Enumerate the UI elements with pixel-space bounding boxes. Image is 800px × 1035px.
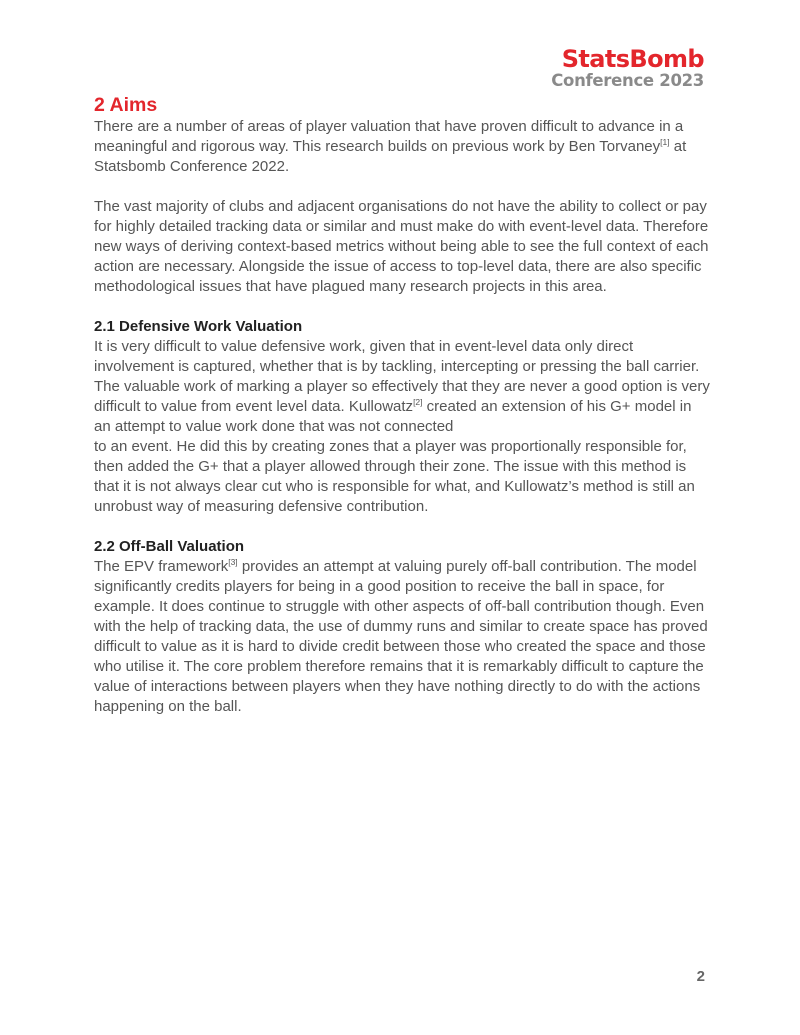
aims-paragraph-1-text-b: at Statsbomb Conference 2022. — [94, 138, 687, 175]
reference-3-marker: [3] — [228, 557, 238, 567]
section-title: 2 Aims — [94, 94, 158, 116]
subsection-2-1-paragraph-a — [94, 337, 710, 437]
page-content — [94, 93, 710, 717]
reference-1-marker: [1] — [660, 137, 670, 147]
subsection-2-2-title: 2.2 Off-Ball Valuation — [94, 538, 245, 555]
subsection-2-1-text-a: It is very difficult to value defensive work, given that in event-level data only direct involvement is captured, whether that is by tackling, intercepting or pressing the ball carrier. The valuable work of marking a player so effectively that they are never a good option is very difficult to value from event level data. Kullowatz — [94, 338, 710, 415]
subsection-2-1-paragraph-b: to an event. He did this by creating zones that a player was proportionally responsible for, then added the G+ that a player allowed through their zone. The issue with this method is that it is not always clear cut who is responsible for what, and Kullowatz’s method is still an unrobust way of measuring defensive contribution. — [94, 438, 695, 515]
subsection-2-1-title: 2.1 Defensive Work Valuation — [94, 318, 303, 335]
statsbomb-conference-logo — [551, 46, 704, 89]
page-number: 2 — [696, 968, 705, 985]
subsection-2-2-text-a: The EPV framework — [94, 558, 229, 575]
logo-subtitle: Conference 2023 — [551, 71, 704, 90]
subsection-2-2-text-b: provides an attempt at valuing purely off-ball contribution. The model significantly credits players for being in a good position to receive the ball in space, for example. It does continue to struggle with other aspects of off-ball contribution though. Even with the help of tracking data, the use of dummy runs and similar to create space has proved difficult to value as it is hard to divide credit between those who created the space and those who utilise it. The core problem therefore remains that it is remarkably difficult to capture the value of interactions between players when they have nothing directly to do with the actions happening on the ball. — [94, 558, 708, 715]
aims-paragraph-1 — [94, 117, 710, 177]
aims-paragraph-2: The vast majority of clubs and adjacent organisations do not have the ability to collect or pay for highly detailed tracking data or similar and must make do with event-level data. Therefore new ways of deriving context-based metrics without being able to see the full context of each action are necessary. Alongside the issue of access to top-level data, there are also specific methodological issues that have plagued many research projects in this area. — [94, 198, 709, 295]
subsection-2-2-paragraph — [94, 557, 710, 717]
subsection-2-1-text-b: created an extension of his G+ model in an attempt to value work done that was not connected — [94, 398, 692, 435]
aims-paragraph-1-text-a: There are a number of areas of player valuation that have proven difficult to advance in a meaningful and rigorous way. This research builds on previous work by Ben Torvaney — [94, 118, 684, 155]
logo-brand: StatsBomb — [561, 45, 704, 73]
reference-2-marker: [2] — [413, 397, 423, 407]
